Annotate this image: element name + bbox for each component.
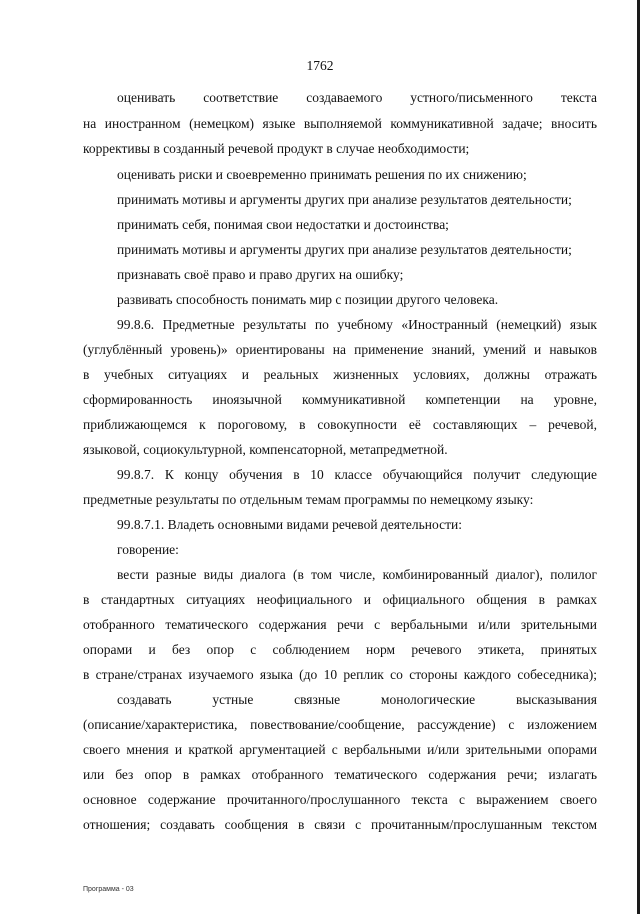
text-line: 99.8.7. К концу обучения в 10 классе обучающийся получит следующие — [117, 467, 597, 482]
text-line: приближающемся к пороговому, в совокупности её составляющих – речевой, — [83, 417, 597, 432]
text-line: в учебных ситуациях и реальных жизненных условиях, должны отражать — [83, 367, 597, 382]
text-line: принимать мотивы и аргументы других при анализе результатов деятельности; — [117, 192, 572, 207]
text-line: (описание/характеристика, повествование/сообщение, рассуждение) с изложением — [83, 717, 597, 732]
text-line: вести разные виды диалога (в том числе, комбинированный диалог), полилог — [117, 567, 597, 582]
text-line: в стандартных ситуациях неофициального и официального общения в рамках — [83, 592, 597, 607]
text-line: развивать способность понимать мир с позиции другого человека. — [117, 292, 499, 307]
text-line: оценивать соответствие создаваемого устного/письменного текста — [117, 90, 597, 105]
text-line: 99.8.7.1. Владеть основными видами речевой деятельности: — [117, 517, 462, 532]
text-line: сформированность иноязычной коммуникативной компетенции на уровне, — [83, 392, 597, 407]
text-line: принимать мотивы и аргументы других при анализе результатов деятельности; — [117, 242, 572, 257]
text-line: коррективы в созданный речевой продукт в случае необходимости; — [83, 141, 470, 156]
text-line: создавать устные связные монологические высказывания — [117, 692, 597, 707]
text-line: в стране/странах изучаемого языка (до 10 реплик со стороны каждого собеседника); — [83, 667, 597, 682]
text-line: говорение: — [117, 542, 179, 557]
text-line: языковой, социокультурной, компенсаторной, метапредметной. — [83, 442, 448, 457]
text-line: 99.8.6. Предметные результаты по учебному «Иностранный (немецкий) язык — [117, 317, 597, 332]
text-line: или без опор в рамках отобранного тематического содержания речи; излагать — [83, 767, 597, 782]
text-line: своего мнения и краткой аргументацией с вербальными и/или зрительными опорами — [83, 742, 597, 757]
footer-note: Программа - 03 — [83, 886, 134, 893]
text-line: отобранного тематического содержания речи с вербальными и/или зрительными — [83, 617, 597, 632]
text-line: принимать себя, понимая свои недостатки и достоинства; — [117, 217, 449, 232]
text-line: оценивать риски и своевременно принимать решения по их снижению; — [117, 167, 527, 182]
text-line: (углублённый уровень)» ориентированы на применение знаний, умений и навыков — [83, 342, 597, 357]
text-line: основное содержание прочитанного/прослушанного текста с выражением своего — [83, 792, 597, 807]
text-line: предметные результаты по отдельным темам программы по немецкому языку: — [83, 492, 534, 507]
text-line: на иностранном (немецком) языке выполняемой коммуникативной задаче; вносить — [83, 116, 597, 131]
text-line: признавать своё право и право других на ошибку; — [117, 267, 404, 282]
text-line: отношения; создавать сообщения в связи с прочитанным/прослушанным текстом — [83, 817, 597, 832]
text-line: опорами и без опор с соблюдением норм речевого этикета, принятых — [83, 642, 597, 657]
page-number: 1762 — [306, 58, 334, 73]
